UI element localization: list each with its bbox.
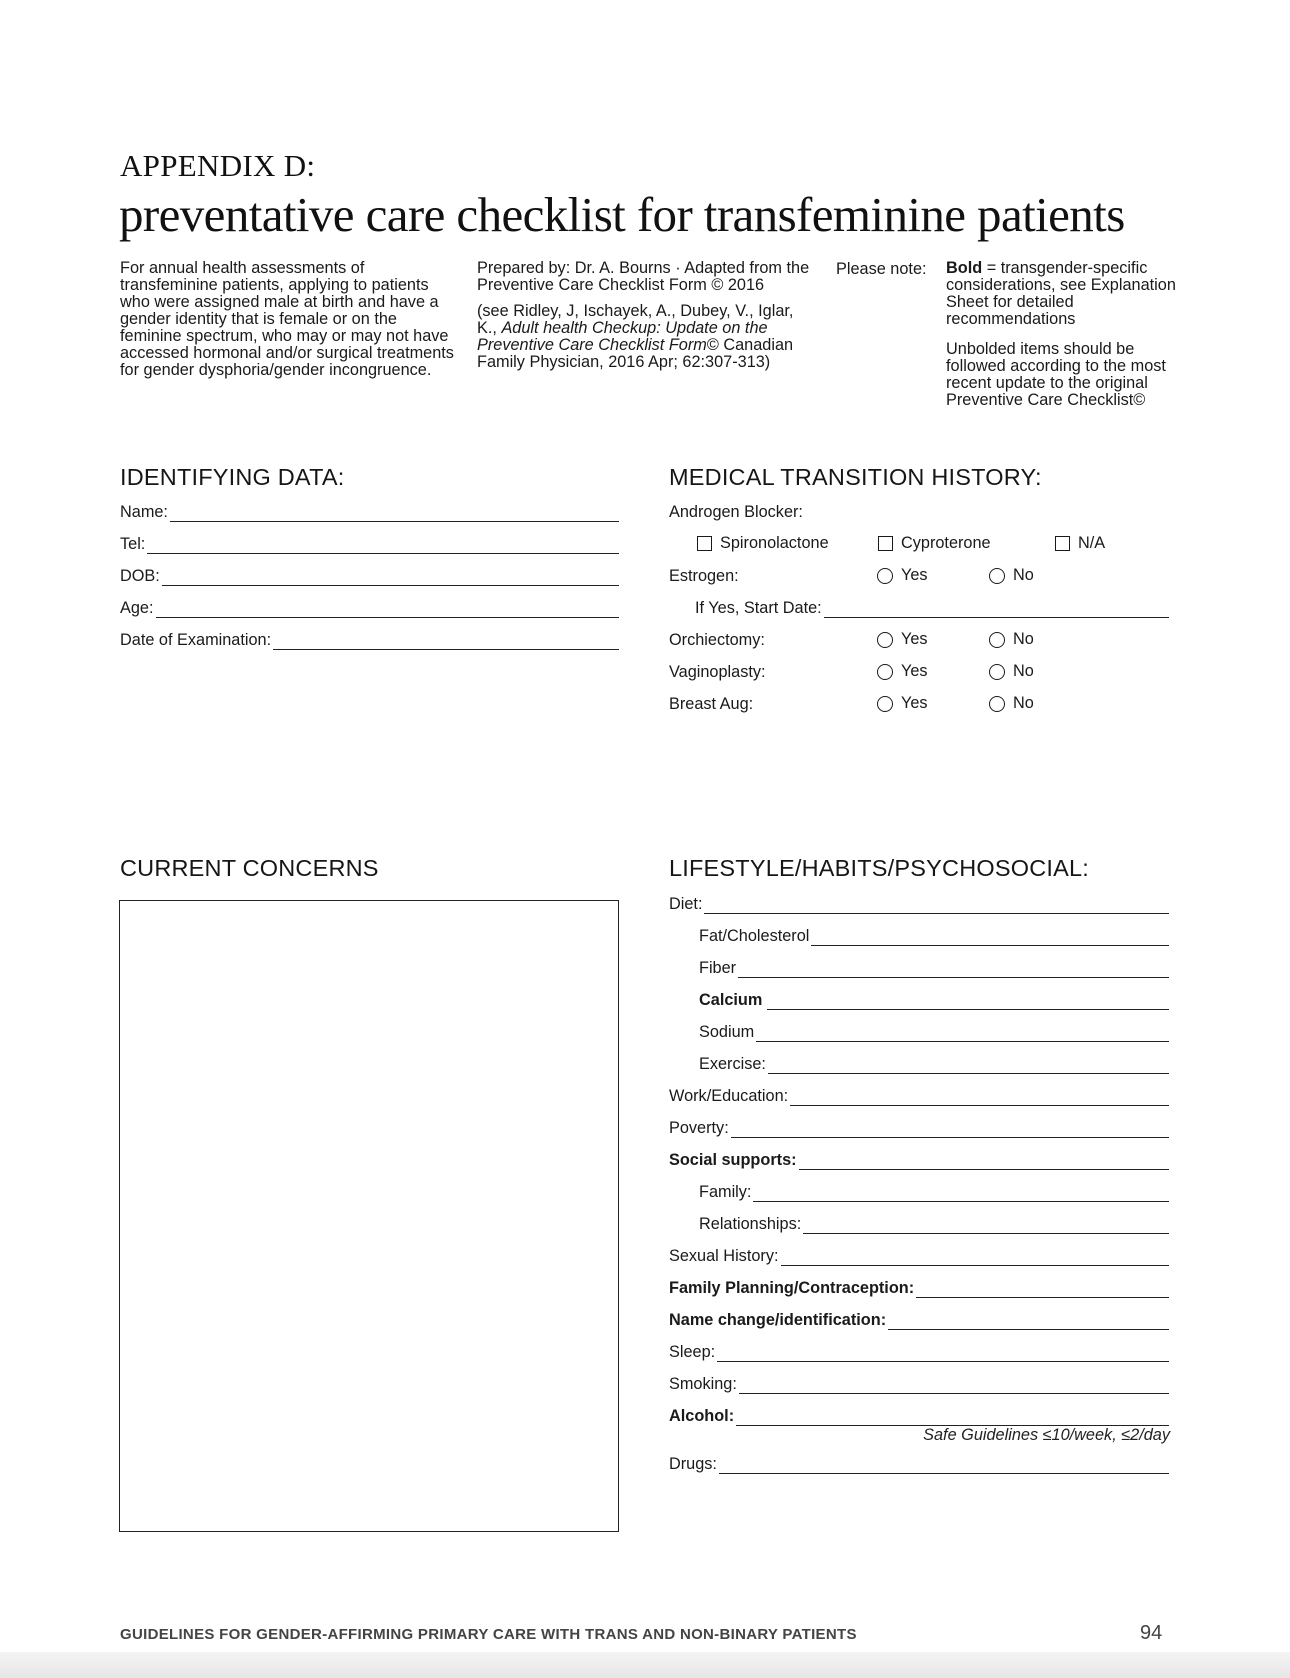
exam-date-line[interactable] — [273, 630, 619, 650]
family-line[interactable] — [753, 1182, 1169, 1202]
breast-aug-yes-radio[interactable] — [877, 696, 893, 712]
tel-label: Tel: — [120, 535, 146, 553]
family-planning-label: Family Planning/Contraception: — [669, 1279, 915, 1297]
drugs-field[interactable] — [669, 1452, 1169, 1474]
relationships-label: Relationships: — [699, 1215, 802, 1233]
footer-title: GUIDELINES FOR GENDER-AFFIRMING PRIMARY CARE WITH TRANS AND NON-BINARY PATIENTS — [120, 1626, 857, 1643]
spironolactone-checkbox[interactable] — [697, 536, 712, 551]
fat-cholesterol-field[interactable] — [699, 924, 1169, 946]
lifestyle-heading: LIFESTYLE/HABITS/PSYCHOSOCIAL: — [669, 855, 1089, 881]
sleep-label: Sleep: — [669, 1343, 716, 1361]
sodium-field[interactable] — [699, 1020, 1169, 1042]
preparation-credits — [477, 260, 817, 371]
exercise-field[interactable] — [699, 1052, 1169, 1074]
cyproterone-option[interactable] — [878, 534, 991, 553]
age-field[interactable] — [120, 596, 619, 618]
cyproterone-label: Cyproterone — [901, 534, 991, 552]
exam-date-field[interactable] — [120, 628, 619, 650]
drugs-line[interactable] — [719, 1454, 1169, 1474]
sexual-history-line[interactable] — [781, 1246, 1170, 1266]
estrogen-yes-radio[interactable] — [877, 568, 893, 584]
note-label: Please note: — [836, 260, 927, 278]
identifying-data-heading: IDENTIFYING DATA: — [120, 464, 345, 490]
diet-label: Diet: — [669, 895, 703, 913]
age-line[interactable] — [156, 598, 620, 618]
name-field[interactable] — [120, 500, 619, 522]
dob-label: DOB: — [120, 567, 160, 585]
orchiectomy-no-option[interactable] — [989, 630, 1034, 649]
calcium-field[interactable] — [699, 988, 1169, 1010]
name-change-field[interactable] — [669, 1308, 1169, 1330]
dob-field[interactable] — [120, 564, 619, 586]
family-field[interactable] — [699, 1180, 1169, 1202]
orchiectomy-yes-label: Yes — [901, 630, 928, 648]
orchiectomy-no-radio[interactable] — [989, 632, 1005, 648]
poverty-label: Poverty: — [669, 1119, 729, 1137]
estrogen-yes-option[interactable] — [877, 566, 928, 585]
estrogen-no-radio[interactable] — [989, 568, 1005, 584]
diet-line[interactable] — [704, 894, 1169, 914]
orchiectomy-no-label: No — [1013, 630, 1034, 648]
page-title: preventative care checklist for transfeminine patients — [119, 187, 1125, 242]
dob-line[interactable] — [162, 566, 619, 586]
breast-aug-no-option[interactable] — [989, 694, 1034, 713]
exam-date-label: Date of Examination: — [120, 631, 272, 649]
social-supports-line[interactable] — [799, 1150, 1169, 1170]
breast-aug-no-radio[interactable] — [989, 696, 1005, 712]
viewer-bottom-edge — [0, 1652, 1290, 1678]
scope-text: For annual health assessments of transfeminine patients, applying to patients who were assigned male at birth and have a gender identity that is female or on the feminine spectrum, who may or may not have accessed hormonal and/or surgical treatments for gender dysphoria/gender incongruence. — [120, 259, 454, 379]
poverty-field[interactable] — [669, 1116, 1169, 1138]
alcohol-label: Alcohol: — [669, 1407, 735, 1425]
relationships-line[interactable] — [803, 1214, 1169, 1234]
sexual-history-field[interactable] — [669, 1244, 1169, 1266]
vaginoplasty-no-option[interactable] — [989, 662, 1034, 681]
na-option[interactable] — [1055, 534, 1105, 553]
alcohol-field[interactable] — [669, 1404, 1169, 1426]
estrogen-yes-label: Yes — [901, 566, 928, 584]
name-change-line[interactable] — [888, 1310, 1169, 1330]
start-date-line[interactable] — [824, 598, 1169, 618]
alcohol-line[interactable] — [736, 1406, 1169, 1426]
page-number: 94 — [1140, 1622, 1163, 1644]
estrogen-no-option[interactable] — [989, 566, 1034, 585]
sleep-line[interactable] — [717, 1342, 1169, 1362]
vaginoplasty-no-label: No — [1013, 662, 1034, 680]
fiber-field[interactable] — [699, 956, 1169, 978]
tel-line[interactable] — [147, 534, 619, 554]
work-education-line[interactable] — [790, 1086, 1169, 1106]
vaginoplasty-yes-radio[interactable] — [877, 664, 893, 680]
fat-cholesterol-label: Fat/Cholesterol — [699, 927, 810, 945]
smoking-field[interactable] — [669, 1372, 1169, 1394]
fat-cholesterol-line[interactable] — [811, 926, 1169, 946]
prepared-by-text: Prepared by: Dr. A. Bourns · Adapted from the Preventive Care Checklist Form © 2016 — [477, 259, 810, 294]
sodium-line[interactable] — [756, 1022, 1169, 1042]
orchiectomy-yes-option[interactable] — [877, 630, 928, 649]
sexual-history-label: Sexual History: — [669, 1247, 779, 1265]
vaginoplasty-yes-option[interactable] — [877, 662, 928, 681]
breast-aug-yes-label: Yes — [901, 694, 928, 712]
work-education-field[interactable] — [669, 1084, 1169, 1106]
family-label: Family: — [699, 1183, 752, 1201]
breast-aug-label: Breast Aug: — [669, 695, 754, 713]
poverty-line[interactable] — [731, 1118, 1169, 1138]
name-label: Name: — [120, 503, 168, 521]
alcohol-guideline-note: Safe Guidelines ≤10/week, ≤2/day — [923, 1426, 1170, 1444]
fiber-line[interactable] — [738, 958, 1169, 978]
vaginoplasty-no-radio[interactable] — [989, 664, 1005, 680]
diet-field[interactable] — [669, 892, 1169, 914]
note-body — [946, 260, 1176, 409]
sodium-label: Sodium — [699, 1023, 755, 1041]
vaginoplasty-label: Vaginoplasty: — [669, 663, 766, 681]
scope-description — [120, 260, 458, 379]
relationships-field[interactable] — [699, 1212, 1169, 1234]
smoking-label: Smoking: — [669, 1375, 737, 1393]
breast-aug-no-label: No — [1013, 694, 1034, 712]
cyproterone-checkbox[interactable] — [878, 536, 893, 551]
exercise-line[interactable] — [768, 1054, 1169, 1074]
unbolded-legend: Unbolded items should be followed according to the most recent update to the original Preventive Care Checklist© — [946, 340, 1166, 409]
family-planning-line[interactable] — [916, 1278, 1169, 1298]
spironolactone-option[interactable] — [697, 534, 829, 553]
fiber-label: Fiber — [699, 959, 737, 977]
start-date-label: If Yes, Start Date: — [695, 599, 822, 617]
orchiectomy-label: Orchiectomy: — [669, 631, 765, 649]
sleep-field[interactable] — [669, 1340, 1169, 1362]
na-checkbox[interactable] — [1055, 536, 1070, 551]
drugs-label: Drugs: — [669, 1455, 717, 1473]
appendix-label: APPENDIX D: — [120, 148, 316, 183]
social-supports-label: Social supports: — [669, 1151, 797, 1169]
transition-history-heading: MEDICAL TRANSITION HISTORY: — [669, 464, 1042, 490]
calcium-line[interactable] — [767, 990, 1169, 1010]
citation-italic: Adult health Checkup: Update on the Preventive Care Checklist Form — [477, 319, 768, 354]
estrogen-start-date-field[interactable] — [695, 596, 1169, 618]
family-planning-field[interactable] — [669, 1276, 1169, 1298]
calcium-label: Calcium — [699, 991, 763, 1009]
name-change-label: Name change/identification: — [669, 1311, 887, 1329]
current-concerns-box[interactable] — [119, 900, 619, 1532]
smoking-line[interactable] — [739, 1374, 1169, 1394]
breast-aug-yes-option[interactable] — [877, 694, 928, 713]
estrogen-no-label: No — [1013, 566, 1034, 584]
age-label: Age: — [120, 599, 154, 617]
work-education-label: Work/Education: — [669, 1087, 789, 1105]
na-label: N/A — [1078, 534, 1106, 552]
orchiectomy-yes-radio[interactable] — [877, 632, 893, 648]
vaginoplasty-yes-label: Yes — [901, 662, 928, 680]
current-concerns-heading: CURRENT CONCERNS — [120, 855, 379, 881]
bold-legend: Bold = transgender-specific considerations, see Explanation Sheet for detailed recommendations — [946, 259, 1176, 328]
androgen-blocker-label: Androgen Blocker: — [669, 503, 803, 521]
tel-field[interactable] — [120, 532, 619, 554]
social-supports-field[interactable] — [669, 1148, 1169, 1170]
exercise-label: Exercise: — [699, 1055, 766, 1073]
estrogen-label: Estrogen: — [669, 567, 739, 585]
citation-text: (see Ridley, J, Ischayek, A., Dubey, V., Iglar, K., Adult health Checkup: Update on the Preventive Care Checklist Form© Canadian Family Physician, 2016 Apr; 62:307-313) — [477, 302, 794, 371]
name-line[interactable] — [170, 502, 619, 522]
spironolactone-label: Spironolactone — [720, 534, 829, 552]
